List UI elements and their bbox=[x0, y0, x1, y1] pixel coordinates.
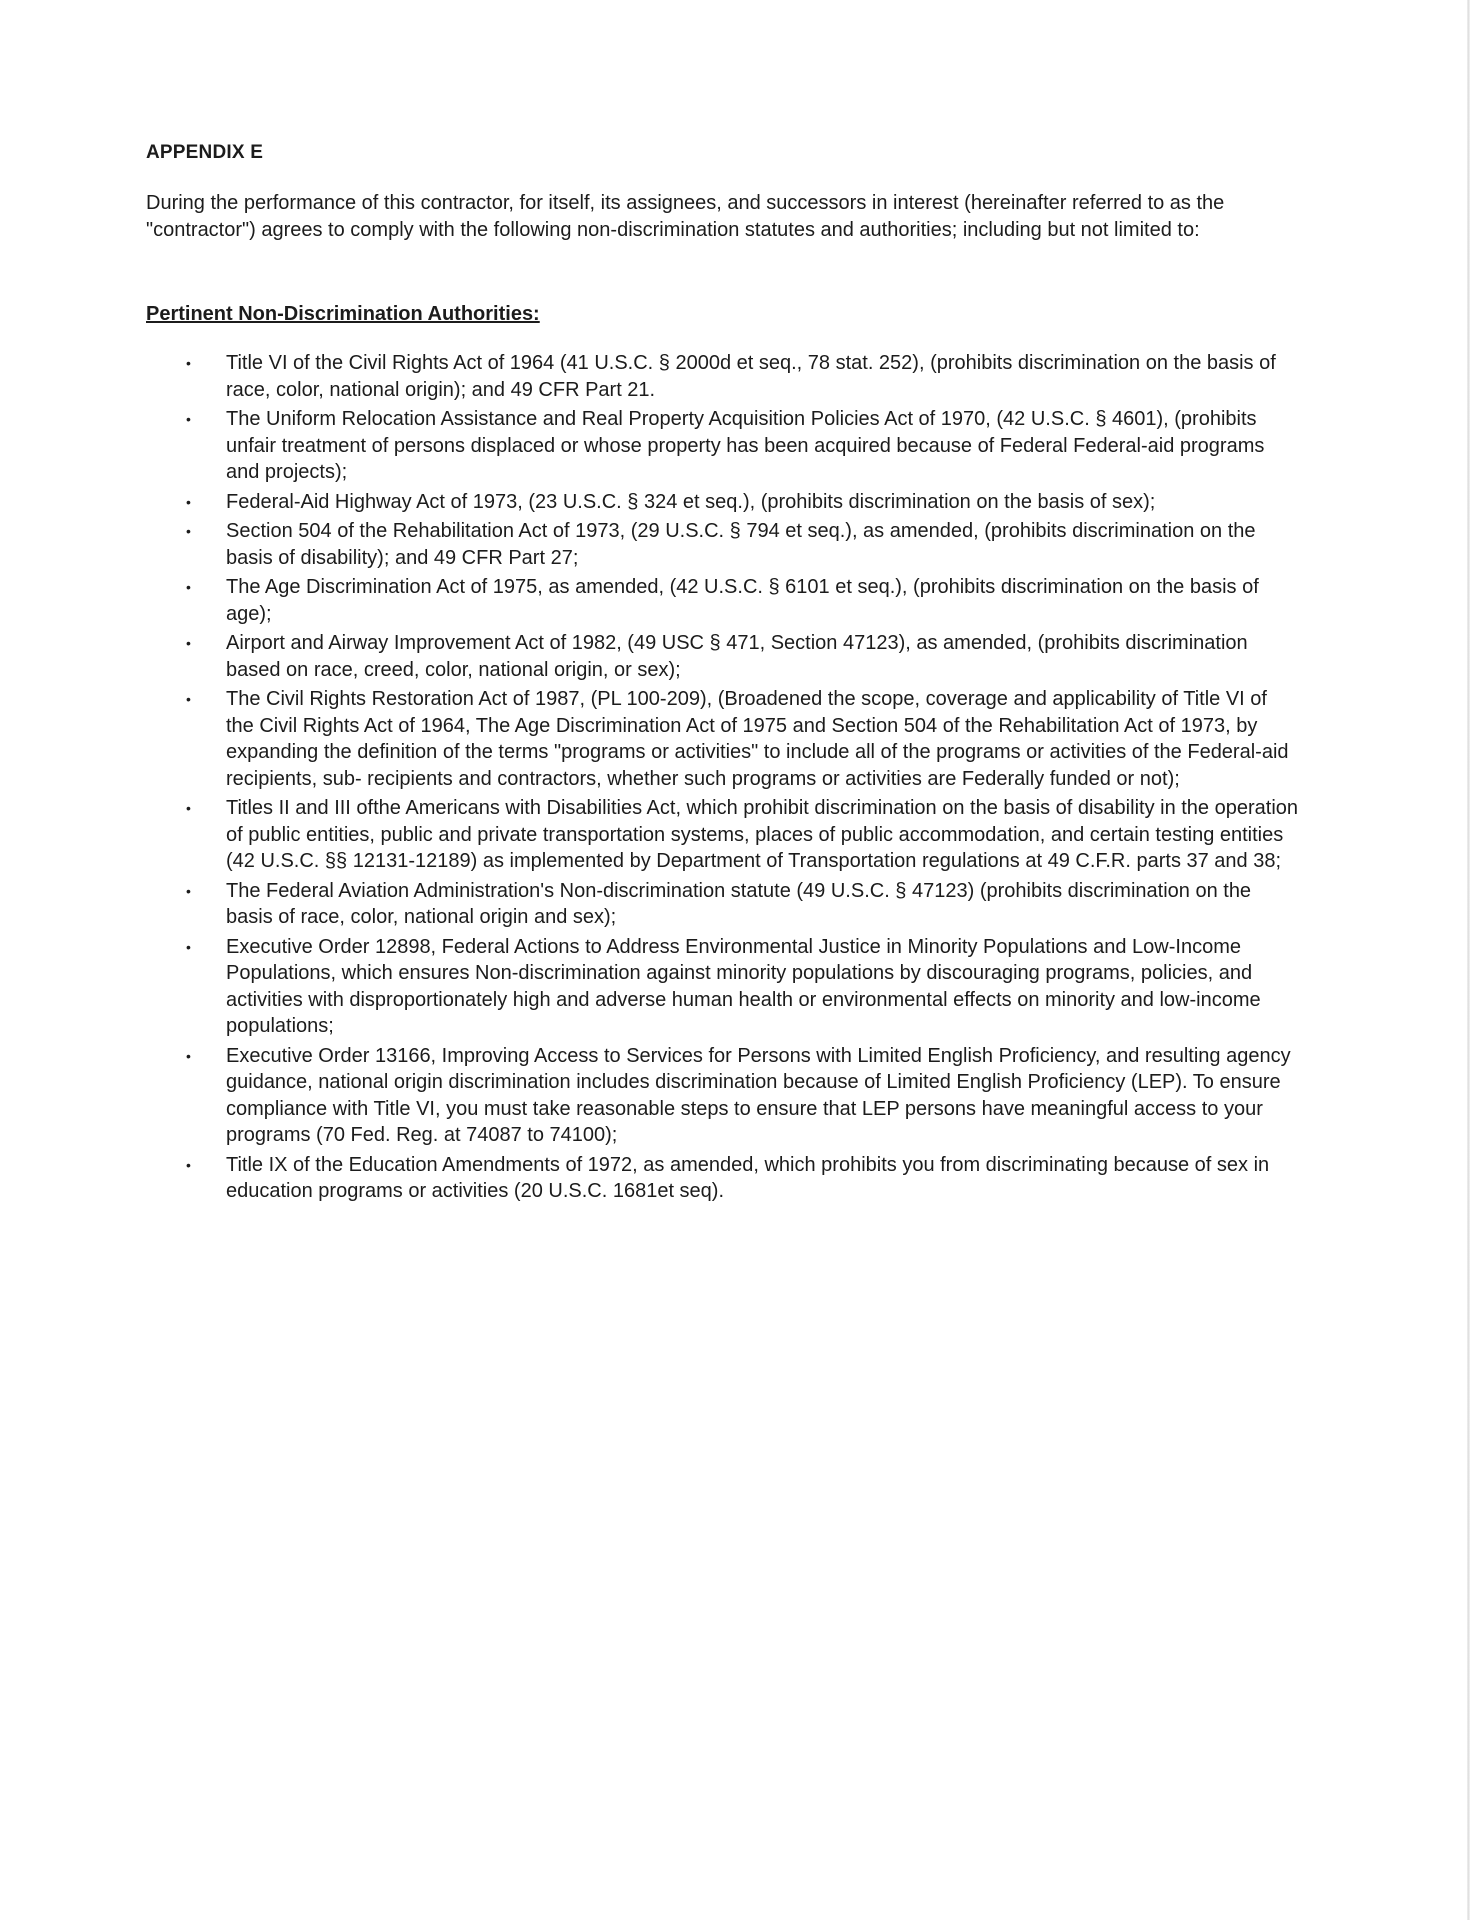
bullet-icon: • bbox=[186, 355, 191, 371]
bullet-icon: • bbox=[186, 1156, 191, 1173]
authority-text: The Age Discrimination Act of 1975, as amended, (42 U.S.C. § 6101 et seq.), (prohibits discrimination on the basis of age); bbox=[226, 576, 1259, 625]
authority-text: Executive Order 12898, Federal Actions to Address Environmental Justice in Minority Populations and Low-Income Populations, which ensures Non-discrimination against minority populations by discouraging programs, policies, and activities with disproportionately high and adverse human health or environmental effects on minority and low-income populations; bbox=[226, 935, 1261, 1037]
authority-text: Titles II and III ofthe Americans with Disabilities Act, which prohibit discrimination on the basis of disability in the operation of public entities, public and private transportation systems, places of public accommodation, and certain testing entities (42 U.S.C. §§ 12131-12189) as implemented by Department of Transportation regulations at 49 C.F.R. parts 37 and 38; bbox=[226, 797, 1299, 872]
bullet-icon: • bbox=[186, 579, 191, 595]
list-item bbox=[180, 350, 1300, 403]
bullet-icon: • bbox=[186, 691, 191, 707]
authority-text: Title IX of the Education Amendments of 1972, as amended, which prohibits you from discriminating because of sex in education programs or activities (20 U.S.C. 1681et seq). bbox=[226, 1153, 1270, 1202]
bullet-icon: • bbox=[186, 1047, 191, 1064]
list-item bbox=[180, 795, 1300, 875]
page-edge-shadow bbox=[1467, 0, 1470, 1920]
authority-text: Section 504 of the Rehabilitation Act of 1973, (29 U.S.C. § 794 et seq.), as amended, (prohibits discrimination on the basis of disability); and 49 CFR Part 27; bbox=[226, 520, 1256, 569]
list-item bbox=[180, 686, 1300, 792]
authority-text: The Civil Rights Restoration Act of 1987, (PL 100-209), (Broadened the scope, coverage and applicability of Title VI of the Civil Rights Act of 1964, The Age Discrimination Act of 1975 and Section 504 of the Rehabilitation Act of 1973, by expanding the definition of the terms "programs or activities" to include all of the programs or activities of the Federal-aid recipients, sub- recipients and contractors, whether such programs or activities are Federally funded or not); bbox=[226, 688, 1289, 790]
authority-text: The Federal Aviation Administration's Non-discrimination statute (49 U.S.C. § 47123) (prohibits discrimination on the basis of race, color, national origin and sex); bbox=[226, 879, 1252, 928]
bullet-icon: • bbox=[186, 882, 191, 899]
list-item bbox=[180, 518, 1300, 571]
authority-text: Federal-Aid Highway Act of 1973, (23 U.S.C. § 324 et seq.), (prohibits discrimination on the basis of sex); bbox=[226, 490, 1156, 513]
bullet-icon: • bbox=[186, 411, 191, 427]
list-item bbox=[180, 406, 1300, 486]
intro-paragraph: During the performance of this contractor, for itself, its assignees, and successors in interest (hereinafter referred to as the "contractor") agrees to comply with the following non-discrimination statutes and authorities; including but not limited to: bbox=[146, 192, 1225, 241]
list-item bbox=[180, 574, 1300, 627]
list-item bbox=[180, 1043, 1300, 1149]
bullet-icon: • bbox=[186, 635, 191, 651]
bullet-icon: • bbox=[186, 523, 191, 539]
bullet-icon: • bbox=[186, 938, 191, 955]
list-item bbox=[180, 1152, 1300, 1205]
authority-text: Title VI of the Civil Rights Act of 1964 (41 U.S.C. § 2000d et seq., 78 stat. 252), (prohibits discrimination on the basis of race, color, national origin); and 49 CFR Part 21. bbox=[226, 352, 1276, 401]
authorities-list bbox=[180, 350, 1300, 1208]
authority-text: Executive Order 13166, Improving Access to Services for Persons with Limited English Proficiency, and resulting agency guidance, national origin discrimination includes discrimination because of Limited English Proficiency (LEP). To ensure compliance with Title VI, you must take reasonable steps to ensure that LEP persons have meaningful access to your programs (70 Fed. Reg. at 74087 to 74100); bbox=[226, 1044, 1291, 1146]
list-item bbox=[180, 878, 1300, 931]
appendix-heading: APPENDIX E bbox=[146, 142, 264, 163]
list-item bbox=[180, 630, 1300, 683]
bullet-icon: • bbox=[186, 493, 191, 510]
authority-text: Airport and Airway Improvement Act of 1982, (49 USC § 471, Section 47123), as amended, (prohibits discrimination based on race, creed, color, national origin, or sex); bbox=[226, 632, 1248, 681]
bullet-icon: • bbox=[186, 800, 191, 816]
authorities-subheading: Pertinent Non-Discrimination Authorities: bbox=[146, 303, 540, 325]
authority-text: The Uniform Relocation Assistance and Real Property Acquisition Policies Act of 1970, (42 U.S.C. § 4601), (prohibits unfair treatment of persons displaced or whose property has been acquired because of Federal Federal-aid programs and projects); bbox=[226, 408, 1265, 483]
list-item bbox=[180, 934, 1300, 1040]
list-item bbox=[180, 489, 1300, 516]
